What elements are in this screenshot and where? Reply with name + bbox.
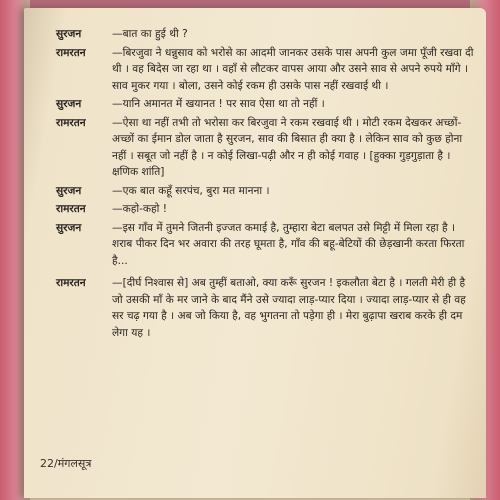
speaker-name: सुरजन <box>56 98 82 110</box>
dialogue-line <box>56 275 476 341</box>
dialogue-line <box>56 220 476 270</box>
page-footer: 22/मंगलसूत्र <box>40 457 92 470</box>
dialogue-text: —यानि अमानत में खयानत ! पर साव ऐसा था तो नहीं । <box>112 98 325 110</box>
book-page <box>24 8 486 498</box>
dialogue-line <box>56 45 476 95</box>
dialogue-text: —ऐसा था नहीं तभी तो भरोसा कर बिरजुवा ने रकम रखवाई थी । मोटी रकम देखकर अच्छों-अच्छों का ईमान डोल जाता है सुरजन, साव की बिसात ही क्या है । लेकिन साव को कुछ होना नहीं । सबूत जो नहीं है । न कोई लिखा-पढ़ी और न ही कोई गवाह । [हुक्का गुड़गुड़ाता है । क्षणिक शांति] <box>112 116 463 178</box>
dialogue-text: —[दीर्घ निश्वास से] अब तुम्हीं बताओ, क्या करूँ सुरजन ! इकलौता बेटा है । गलती मेरी ही है जो उसकी माँ के मर जाने के बाद मैंने उसे ज्यादा लाड़-प्यार दिया । ज्यादा लाड़-प्यार से ही वह सर चढ़ गया है । अब जो किया है, वह भुगतना तो पड़ेगा ही । मेरा बुढ़ापा खराब करके ही दम लेगा यह । <box>112 277 466 339</box>
speaker-name: रामरतन <box>56 277 86 289</box>
dialogue-text: —एक बात कहूँ सरपंच, बुरा मत मानना । <box>112 184 270 197</box>
dialogue-text: —इस गाँव में तुमने जितनी इज्जत कमाई है, तुम्हारा बेटा बलपत उसे मिट्टी में मिला रहा है । शराब पीकर दिन भर अवारा की तरह घूमता है, गाँव की बहू-बेटियों की छेड़खानी करता फिरता है... <box>112 221 465 267</box>
speaker-name: सुरजन <box>56 184 82 197</box>
dialogue-line <box>56 201 476 218</box>
speaker-name: सुरजन <box>56 221 82 234</box>
dialogue-text: —कहो-कहो ! <box>112 203 168 215</box>
dialogue-text: —बिरजुवा ने धन्नुसाव को भरोसे का आदमी जानकर उसके पास अपनी कुल जमा पूँजी रखवा दी थी । वह बिदेस जा रहा था । वहाँ से लौटकर वापस आया और उसने साव से अपने रुपये माँगे । साव मुकर गया । बोला, उसने कोई रकम ही उसके पास नहीं रखवाई थी । <box>112 46 474 92</box>
dialogue-line <box>56 96 476 113</box>
dialogue-text: —बात का हुई थी ? <box>112 28 188 40</box>
speaker-name: रामरतन <box>56 46 86 59</box>
dialogue-line <box>56 183 476 200</box>
dialogue-line <box>56 26 476 43</box>
dialogue-line <box>56 115 476 181</box>
speaker-name: रामरतन <box>56 203 86 215</box>
play-dialogue <box>56 26 476 343</box>
speaker-name: सुरजन <box>56 28 82 40</box>
speaker-name: रामरतन <box>56 116 86 129</box>
